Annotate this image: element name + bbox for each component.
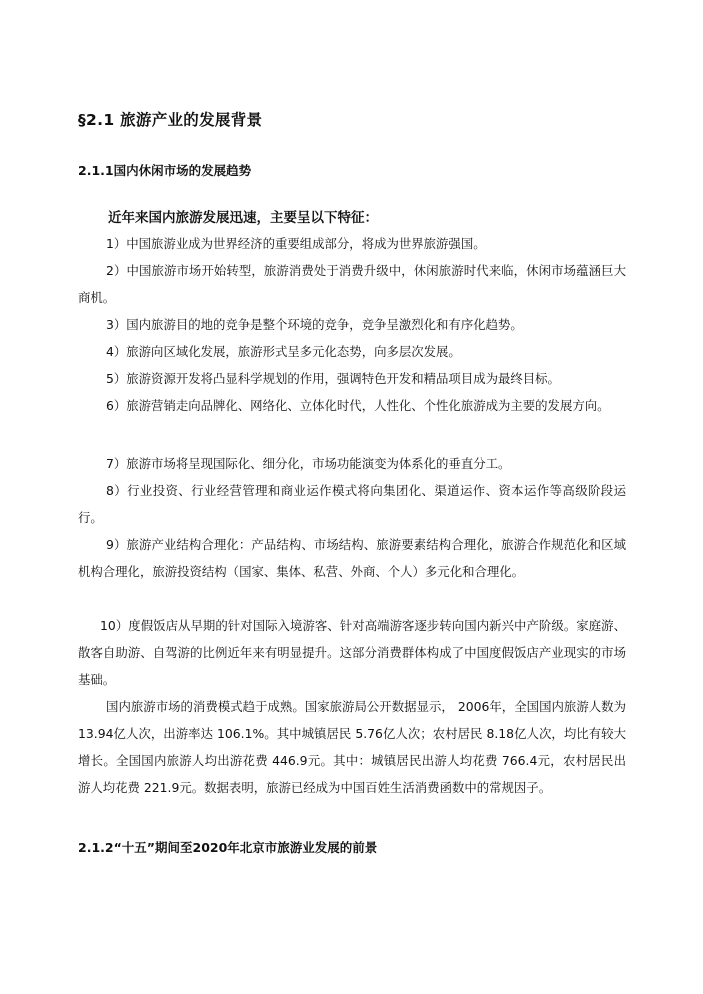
list-item — [78, 230, 626, 257]
item-text: 4）旅游向区域化发展，旅游形式呈多元化态势，向多层次发展。 — [106, 344, 461, 359]
list-item — [78, 257, 626, 311]
summary-paragraph — [78, 693, 626, 801]
item-text: 9）旅游产业结构合理化：产品结构、市场结构、旅游要素结构合理化，旅游合作规范化和区域机构合理化，旅游投资结构（国家、集体、私营、外商、个人）多元化和合理化。 — [78, 537, 626, 579]
item-text: 10）度假饭店从早期的针对国际入境游客、针对高端游客逐步转向国内新兴中产阶级。家庭游、散客自助游、自驾游的比例近年来有明显提升。这部分消费群体构成了中国度假饭店产业现实的市场基础。 — [78, 618, 626, 687]
list-item — [78, 365, 626, 392]
item-text: 8）行业投资、行业经营管理和商业运作模式将向集团化、渠道运作、资本运作等高级阶段运行。 — [78, 483, 626, 525]
item-text: 2）中国旅游市场开始转型，旅游消费处于消费升级中，休闲旅游时代来临，休闲市场蕴涵巨大商机。 — [78, 263, 626, 305]
intro-line: 近年来国内旅游发展迅速，主要呈以下特征： — [108, 210, 378, 226]
subsection-heading-2-1-2: 2.1.2“十五”期间至2020年北京市旅游业发展的前景 — [78, 840, 378, 855]
list-item — [78, 311, 626, 338]
summary-text: 国内旅游市场的消费模式趋于成熟。国家旅游局公开数据显示， 2006年，全国国内旅游人数为13.94亿人次，出游率达 106.1%。其中城镇居民 5.76亿人次；农村居民 8.18亿人次，均比有较大增长。全国国内旅游人均出游花费 446.9元。其中：城镇居民出游人均花费 766.4元，农村居民出游人均花费 221.9元。数据表明，旅游已经成为中国百姓生活消费函数中的常规因子。 — [78, 699, 626, 795]
list-item — [78, 477, 626, 531]
item-text: 1）中国旅游业成为世界经济的重要组成部分，将成为世界旅游强国。 — [106, 236, 486, 251]
list-item — [78, 450, 626, 477]
item-text: 5）旅游资源开发将凸显科学规划的作用，强调特色开发和精品项目成为最终目标。 — [106, 371, 560, 386]
list-item — [78, 392, 626, 419]
list-item — [78, 531, 626, 585]
list-item — [78, 338, 626, 365]
list-item — [78, 612, 626, 693]
item-text: 7）旅游市场将呈现国际化、细分化，市场功能演变为体系化的垂直分工。 — [106, 456, 511, 471]
subsection-heading-2-1-1: 2.1.1国内休闲市场的发展趋势 — [78, 163, 252, 178]
item-text: 3）国内旅游目的地的竞争是整个环境的竞争，竞争呈激烈化和有序化趋势。 — [106, 317, 523, 332]
section-heading: §2.1 旅游产业的发展背景 — [78, 111, 263, 129]
item-text: 6）旅游营销走向品牌化、网络化、立体化时代，人性化、个性化旅游成为主要的发展方向。 — [106, 398, 610, 413]
